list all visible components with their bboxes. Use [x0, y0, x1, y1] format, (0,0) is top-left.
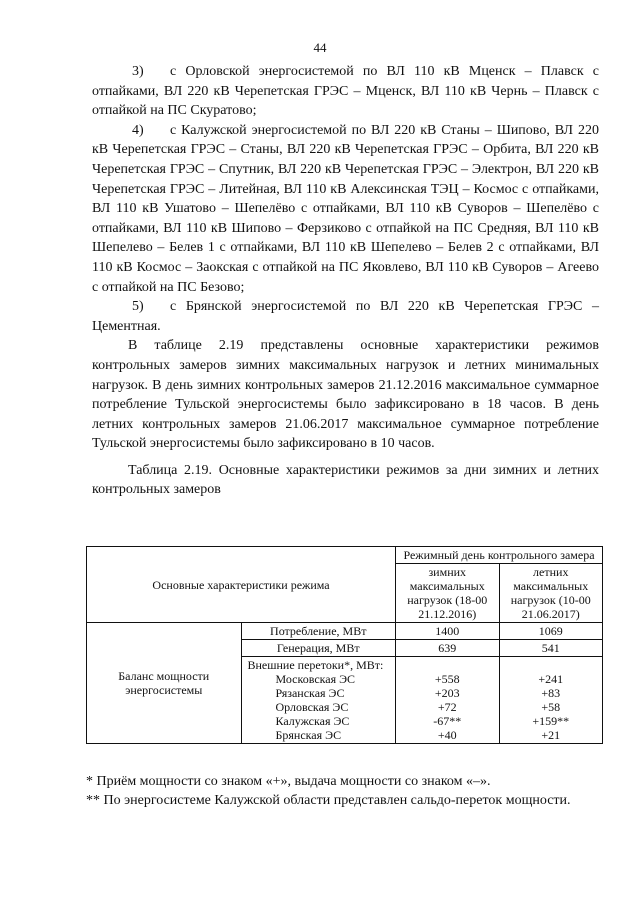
list-item	[92, 297, 599, 336]
flow-value-winter: +203	[434, 686, 460, 700]
header-winter: зимних максимальных нагрузок (18-00 21.12.2016)	[396, 564, 500, 623]
list-item-text: с Калужской энергосистемой по ВЛ 220 кВ Станы – Шипово, ВЛ 220 кВ Черепетская ГРЭС – Станы, ВЛ 220 кВ Черепетская ГРЭС – Орбита, ВЛ 220 кВ Черепетская ГРЭС – Спутник, ВЛ 220 кВ Черепетская ГРЭС – Электрон, ВЛ 220 кВ Черепетская ГРЭС – Литейная, ВЛ 110 кВ Алексинская ТЭЦ – Космос с отпайками, ВЛ 110 кВ Ушатово – Шепелёво с отпайками, ВЛ 110 кВ Суворов – Шепелёво с отпайками, ВЛ 110 кВ Шипово – Ферзиково с отпайкой на ПС Средняя, ВЛ 110 кВ Шепелево – Белев 1 с отпайками, ВЛ 110 кВ Шепелево – Белев 2 с отпайками, ВЛ 110 кВ Космос – Заокская с отпайкой на ПС Яковлево, ВЛ 110 кВ Суворов – Агеево с отпайкой на ПС Безово;	[92, 122, 599, 295]
footnote: * Приём мощности со знаком «+», выдача мощности со знаком «–».	[86, 774, 491, 789]
flow-label: Московская ЭС	[275, 672, 356, 686]
flow-value-winter: -67**	[433, 714, 462, 728]
footnotes	[86, 772, 598, 810]
flow-value-summer: +21	[541, 728, 561, 742]
group-label: Баланс мощности энергосистемы	[87, 623, 242, 744]
header-main-characteristics: Основные характеристики режима	[87, 547, 396, 623]
flow-value-summer: +83	[541, 686, 561, 700]
list-item-number: 5)	[132, 299, 144, 315]
list-item	[92, 121, 599, 297]
page-number: 44	[313, 40, 327, 55]
footnote: ** По энергосистеме Калужской области представлен сальдо-переток мощности.	[86, 793, 571, 808]
row-label-generation: Генерация, МВт	[241, 640, 396, 657]
flow-label: Рязанская ЭС	[275, 686, 345, 700]
body-text	[92, 62, 599, 500]
row-label-consumption: Потребление, МВт	[241, 623, 396, 640]
flow-value-summer: +58	[541, 700, 561, 714]
list-item-number: 3)	[132, 64, 144, 79]
table-container	[86, 546, 603, 744]
cell-consumption-winter: 1400	[396, 623, 500, 640]
list-item-text: с Брянской энергосистемой по ВЛ 220 кВ Черепетская ГРЭС – Цементная.	[92, 299, 599, 334]
table-caption: Таблица 2.19. Основные характеристики режимов за дни зимних и летних контрольных замеров	[92, 462, 599, 498]
table-row	[87, 623, 603, 640]
cell-generation-winter: 639	[396, 640, 500, 657]
flow-value-winter: +40	[437, 728, 457, 742]
flow-value-winter: +558	[434, 672, 460, 686]
header-control-day: Режимный день контрольного замера	[396, 547, 603, 564]
intro-paragraph: В таблице 2.19 представлены основные характеристики режимов контрольных замеров зимних максимальных нагрузок и летних минимальных нагрузок. В день зимних контрольных замеров 21.12.2016 максимальное суммарное потребление Тульской энергосистемы было зафиксировано в 18 часов. В день летних контрольных замеров 21.06.2017 максимальное суммарное потребление Тульской энергосистемы было зафиксировано в 10 часов.	[92, 338, 599, 452]
table-header-row	[87, 547, 603, 564]
regime-table	[86, 546, 603, 744]
cell-generation-summer: 541	[499, 640, 603, 657]
list-item-text: с Орловской энергосистемой по ВЛ 110 кВ Мценск – Плавск с отпайками, ВЛ 220 кВ Черепетская ГРЭС – Мценск, ВЛ 110 кВ Чернь – Плавск с отпайкой на ПС Скуратово;	[92, 64, 599, 119]
flows-cell	[241, 657, 396, 744]
flows-winter-cell	[396, 657, 500, 744]
flow-label: Калужская ЭС	[275, 714, 350, 728]
flow-label: Брянская ЭС	[275, 728, 342, 742]
flows-label: Внешние перетоки*, МВт:	[247, 658, 384, 672]
flow-value-summer: +241	[538, 672, 564, 686]
flow-value-summer: +159**	[532, 714, 570, 728]
cell-consumption-summer: 1069	[499, 623, 603, 640]
list-item-number: 4)	[132, 122, 144, 138]
flow-value-winter: +72	[437, 700, 457, 714]
header-summer: летних максимальных нагрузок (10-00 21.06.2017)	[499, 564, 603, 623]
flows-summer-cell	[499, 657, 603, 744]
flow-label: Орловская ЭС	[275, 700, 349, 714]
list-item	[92, 62, 599, 121]
